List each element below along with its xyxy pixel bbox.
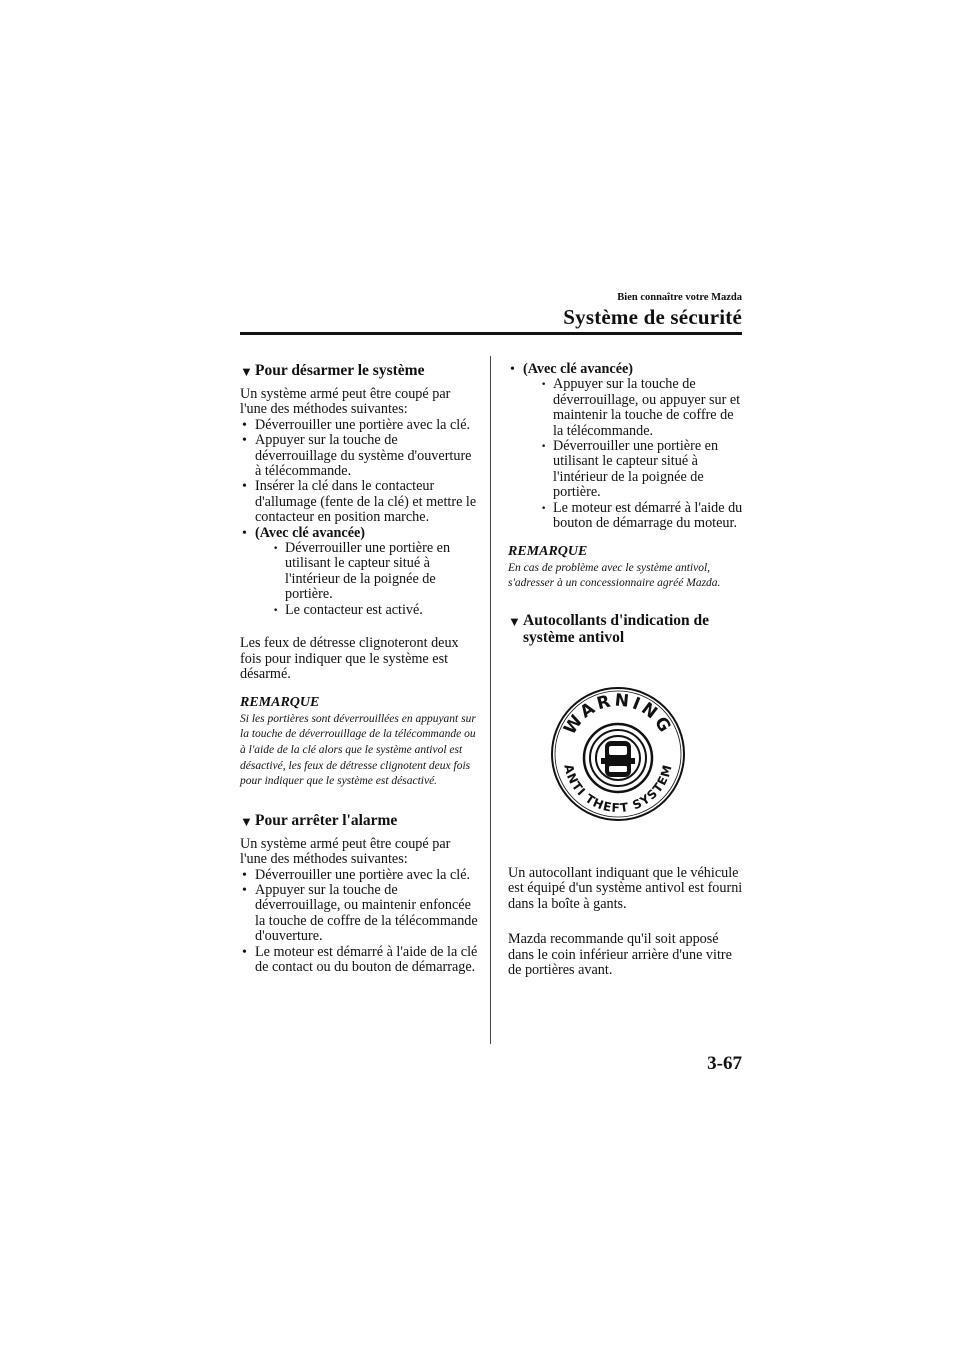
note-body: Si les portières sont déverrouillées en appuyant sur la touche de déverrouillage de la télécommande ou à l'aide de la clé alors que le système antivol est désactivé, les feux de détresse clignotent deux fois pour indiquer que le système est désactivé. <box>240 712 476 788</box>
note-heading: REMARQUE <box>508 544 588 560</box>
bullet-list <box>240 868 478 976</box>
sub-list-item: · Déverrouiller une portière en utilisant le capteur situé à l'intérieur de la poignée de portière. <box>537 439 744 501</box>
triangle-down-icon: ▼ <box>240 813 253 829</box>
paragraph: Un autocollant indiquant que le véhicule est équipé d'un système antivol est fourni dans la boîte à gants. <box>508 865 743 912</box>
sub-list-item: · Déverrouiller une portière en utilisant le capteur situé à l'intérieur de la poignée de portière. <box>269 541 478 603</box>
list-item: • Appuyer sur la touche de déverrouillage, ou maintenir enfoncée la touche de coffre de la télécommande d'ouverture. <box>240 883 478 945</box>
sticker-top-text: WARNING <box>560 690 676 739</box>
list-item: • (Avec clé avancée) · Appuyer sur la touche de déverrouillage, ou appuyer sur et maintenir la touche de coffre de la télécommande. · Déverrouiller une portière en utilisant le capteur situé à l'intérieur de la poignée de portière. · Le moteur est démarré à l'aide du bouton de démarrage du moteur. <box>508 362 744 531</box>
note-heading: REMARQUE <box>240 695 320 711</box>
sub-list-item: · Le contacteur est activé. <box>269 603 478 618</box>
left-column <box>240 362 478 975</box>
list-item: • Déverrouiller une portière avec la clé. <box>240 418 478 433</box>
list-item: • Déverrouiller une portière avec la clé. <box>240 868 478 883</box>
sub-list <box>523 377 744 531</box>
sub-list-item: · Appuyer sur la touche de déverrouillage, ou appuyer sur et maintenir la touche de coffre de la télécommande. <box>537 377 744 439</box>
list-item: • Insérer la clé dans le contacteur d'allumage (fente de la clé) et mettre le contacteur en position marche. <box>240 479 478 525</box>
sub-list-item: · Le moteur est démarré à l'aide du bouton de démarrage du moteur. <box>537 501 744 532</box>
paragraph: Les feux de détresse clignoteront deux fois pour indiquer que le système est désarmé. <box>240 635 459 682</box>
paragraph: Un système armé peut être coupé par l'une des méthodes suivantes: <box>240 835 451 868</box>
paragraph: Mazda recommande qu'il soit apposé dans le coin inférieur arrière d'une vitre de portières avant. <box>508 931 732 979</box>
section-heading-disarm: ▼ Pour désarmer le système <box>240 362 425 379</box>
paragraph: Un système armé peut être coupé par l'une des méthodes suivantes: <box>240 386 451 418</box>
section-heading-stickers: ▼ Autocollants d'indication de système antivol <box>508 612 710 647</box>
page-title: Système de sécurité <box>563 305 742 329</box>
sub-list <box>255 541 478 618</box>
column-divider <box>490 356 491 1044</box>
right-column <box>508 362 744 979</box>
page-number: 3-67 <box>707 1053 742 1074</box>
note-body: En cas de problème avec le système antivol, s'adresser à un concessionnaire agréé Mazda. <box>508 561 721 590</box>
bullet-list <box>240 418 478 618</box>
triangle-down-icon: ▼ <box>508 614 521 630</box>
header-rule <box>240 332 742 335</box>
list-item: • (Avec clé avancée) · Déverrouiller une portière en utilisant le capteur situé à l'intérieur de la poignée de portière. · Le contacteur est activé. <box>240 526 478 618</box>
header-subtitle: Bien connaître votre Mazda <box>617 292 742 303</box>
list-item: • Le moteur est démarré à l'aide de la clé de contact ou du bouton de démarrage. <box>240 945 478 976</box>
sticker-bottom-text: ANTI THEFT SYSTEM <box>561 762 675 816</box>
section-heading-stop-alarm: ▼ Pour arrêter l'alarme <box>240 811 398 829</box>
triangle-down-icon: ▼ <box>240 364 253 379</box>
bullet-list <box>508 362 744 531</box>
car-alarm-sticker-icon <box>550 686 686 822</box>
list-item: • Appuyer sur la touche de déverrouillage du système d'ouverture à télécommande. <box>240 433 478 479</box>
